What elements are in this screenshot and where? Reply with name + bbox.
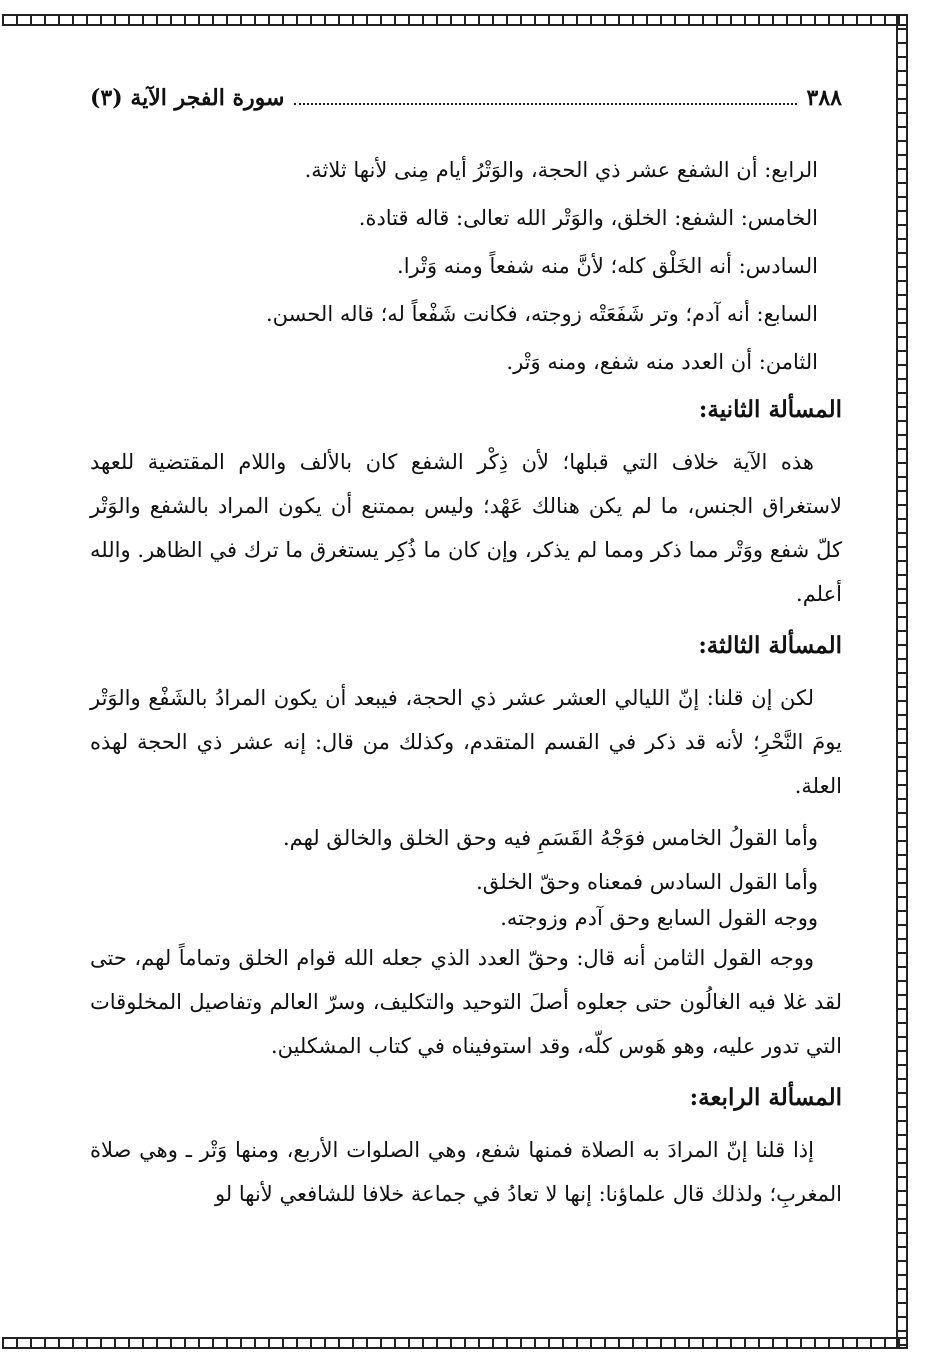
paragraph: لكن إن قلنا: إنّ الليالي العشر عشر ذي الحجة، فيبعد أن يكون المرادُ بالشَفْع والوَتْر يومَ النَّحْرِ؛ لأنه قد ذكر في القسم المتقدم، وكذلك من قال: إنه عشر ذي الحجة لهذه العلة.	[90, 686, 842, 798]
page-body	[90, 148, 842, 1224]
list-item: الثامن: أن العدد منه شفع، ومنه وَتْر.	[506, 350, 818, 374]
border-top	[2, 14, 908, 26]
border-right	[896, 14, 908, 1349]
page-number: ٣٨٨	[806, 85, 842, 111]
paragraph: هذه الآية خلاف التي قبلها؛ لأن ذِكْر الشفع كان بالألف واللام المقتضية للعهد لاستغراق الجنس، ما لم يكن هنالك عَهْد؛ وليس بممتنع أن يكون المراد بالشفع والوَتْر كلّ شفع ووَتْر مما ذكر ومما لم يذكر، وإن كان ما ذُكِر يستغرق ما ترك في الظاهر. والله أعلم.	[90, 450, 842, 606]
paragraph: ووجه القول الثامن أنه قال: وحقّ العدد الذي جعله الله قوام الخلق وتماماً لهم، حتى لقد غلا فيه الغالُون حتى جعلوه أصلَ التوحيد والتكليف، وسرّ العالم وتفاصيل المخلوقات التي تدور عليه، وهو هَوس كلّه، وقد استوفيناه في كتاب المشكلين.	[90, 946, 842, 1058]
paragraph-line: وأما القول السادس فمعناه وحقّ الخلق.	[476, 870, 818, 894]
border-bottom	[2, 1337, 908, 1349]
list-item: الخامس: الشفع: الخلق، والوَتْر الله تعالى: قاله قتادة.	[358, 206, 818, 230]
page-header	[90, 78, 842, 118]
section-heading: المسألة الثالثة:	[698, 632, 842, 659]
running-title: سورة الفجر الآية (٣)	[90, 85, 285, 111]
list-item: السادس: أنه الخَلْق كله؛ لأنَّ منه شفعاً ومنه وَتْرا.	[397, 254, 818, 278]
paragraph-line: وأما القولُ الخامس فوَجْهُ القَسَمِ فيه وحق الخلق والخالق لهم.	[282, 826, 818, 850]
leader-dots	[294, 103, 796, 105]
paragraph-line: ووجه القول السابع وحق آدم وزوجته.	[500, 906, 818, 930]
list-item: السابع: أنه آدم؛ وتر شَفَعَتْه زوجته، فكانت شَفْعاً له؛ قاله الحسن.	[265, 302, 818, 326]
paragraph: إذا قلنا إنّ المرادَ به الصلاة فمنها شفع، وهي الصلوات الأربع، ومنها وَتْر ـ وهي صلاة المغربِ؛ ولذلك قال علماؤنا: إنها لا تعادُ في جماعة خلافا للشافعي لأنها لو	[90, 1138, 842, 1206]
list-item: الرابع: أن الشفع عشر ذي الحجة، والوَتْرُ أيام مِنى لأنها ثلاثة.	[304, 158, 818, 182]
section-heading: المسألة الثانية:	[698, 396, 842, 423]
section-heading: المسألة الرابعة:	[689, 1084, 842, 1111]
